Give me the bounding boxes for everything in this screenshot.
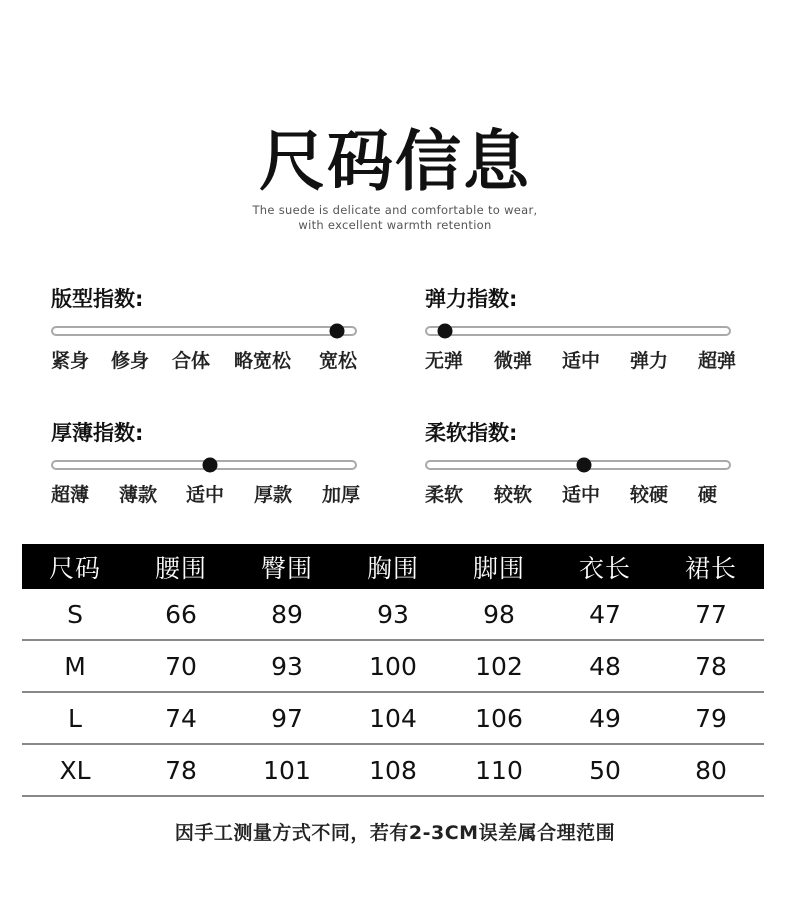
table-cell: 93 — [234, 640, 340, 692]
table-cell: 77 — [658, 589, 764, 640]
softness-option-soft: 柔软 — [425, 484, 464, 506]
thickness-option-ultra-thin: 超薄 — [51, 484, 90, 506]
elasticity-option-super: 超弹 — [698, 350, 737, 372]
elasticity-index — [425, 285, 745, 372]
thickness-index — [51, 419, 371, 506]
header-size: 尺码 — [48, 553, 101, 583]
table-cell: 74 — [128, 692, 234, 744]
table-cell: 78 — [128, 744, 234, 796]
header-skirt-length: 裙长 — [684, 553, 737, 583]
table-cell: 108 — [340, 744, 446, 796]
fit-index-marker — [329, 324, 344, 339]
elasticity-option-elastic: 弹力 — [630, 350, 669, 372]
table-cell: 110 — [446, 744, 552, 796]
header-chest: 胸围 — [366, 553, 419, 583]
table-cell: 106 — [446, 692, 552, 744]
table-cell: 78 — [658, 640, 764, 692]
table-cell: M — [22, 640, 128, 692]
thickness-option-medium: 适中 — [186, 484, 225, 506]
fit-option-regular: 合体 — [172, 350, 211, 372]
table-cell: 80 — [658, 744, 764, 796]
table-row — [22, 692, 764, 744]
thickness-option-extra-thick: 加厚 — [322, 484, 361, 506]
fit-option-loose: 宽松 — [319, 350, 358, 372]
elasticity-option-medium: 适中 — [562, 350, 601, 372]
table-cell: 100 — [340, 640, 446, 692]
page-title: 尺码信息 — [259, 123, 531, 200]
elasticity-index-marker — [438, 324, 453, 339]
thickness-index-label: 厚薄指数: — [51, 421, 144, 445]
measurement-note: 因手工测量方式不同，若有2-3CM误差属合理范围 — [174, 822, 616, 844]
thickness-option-thick: 厚款 — [254, 484, 293, 506]
table-cell: 49 — [552, 692, 658, 744]
table-cell: 89 — [234, 589, 340, 640]
elasticity-option-slight: 微弹 — [494, 350, 533, 372]
softness-index-marker — [577, 458, 592, 473]
table-cell: 102 — [446, 640, 552, 692]
header-hip: 臀围 — [260, 553, 313, 583]
table-row — [22, 640, 764, 692]
softness-index — [425, 419, 745, 506]
fit-index-label: 版型指数: — [51, 287, 144, 311]
elasticity-index-label: 弹力指数: — [425, 287, 518, 311]
elasticity-option-none: 无弹 — [425, 350, 464, 372]
table-cell: 97 — [234, 692, 340, 744]
table-cell: 48 — [552, 640, 658, 692]
size-table — [22, 544, 764, 797]
fit-index-options — [51, 346, 371, 372]
table-row — [22, 744, 764, 796]
fit-index-track — [51, 326, 357, 336]
thickness-option-thin: 薄款 — [119, 484, 158, 506]
softness-option-fairly-soft: 较软 — [494, 484, 533, 506]
table-cell: XL — [22, 744, 128, 796]
table-cell: 79 — [658, 692, 764, 744]
subtitle-line-1: The suede is delicate and comfortable to wear, — [252, 203, 538, 217]
header-waist: 腰围 — [154, 553, 207, 583]
softness-index-options — [425, 480, 745, 506]
table-cell: 101 — [234, 744, 340, 796]
thickness-index-track — [51, 460, 357, 470]
elasticity-index-track — [425, 326, 731, 336]
table-cell: L — [22, 692, 128, 744]
header-top-length: 衣长 — [578, 553, 631, 583]
thickness-index-options — [51, 480, 371, 506]
softness-option-fairly-hard: 较硬 — [630, 484, 669, 506]
table-cell: S — [22, 589, 128, 640]
fit-option-slim: 修身 — [111, 350, 150, 372]
fit-option-slightly-loose: 略宽松 — [234, 350, 292, 372]
table-cell: 47 — [552, 589, 658, 640]
header-hem: 脚围 — [472, 553, 525, 583]
thickness-index-marker — [203, 458, 218, 473]
softness-index-label: 柔软指数: — [425, 421, 518, 445]
elasticity-index-options — [425, 346, 745, 372]
softness-option-medium: 适中 — [562, 484, 601, 506]
table-cell: 98 — [446, 589, 552, 640]
softness-option-hard: 硬 — [698, 484, 718, 506]
fit-index — [51, 285, 371, 372]
table-cell: 70 — [128, 640, 234, 692]
table-cell: 104 — [340, 692, 446, 744]
table-cell: 93 — [340, 589, 446, 640]
table-cell: 50 — [552, 744, 658, 796]
softness-index-track — [425, 460, 731, 470]
table-cell: 66 — [128, 589, 234, 640]
subtitle-line-2: with excellent warmth retention — [298, 218, 492, 232]
size-table-header — [22, 544, 764, 589]
fit-option-tight: 紧身 — [51, 350, 90, 372]
table-row — [22, 589, 764, 640]
